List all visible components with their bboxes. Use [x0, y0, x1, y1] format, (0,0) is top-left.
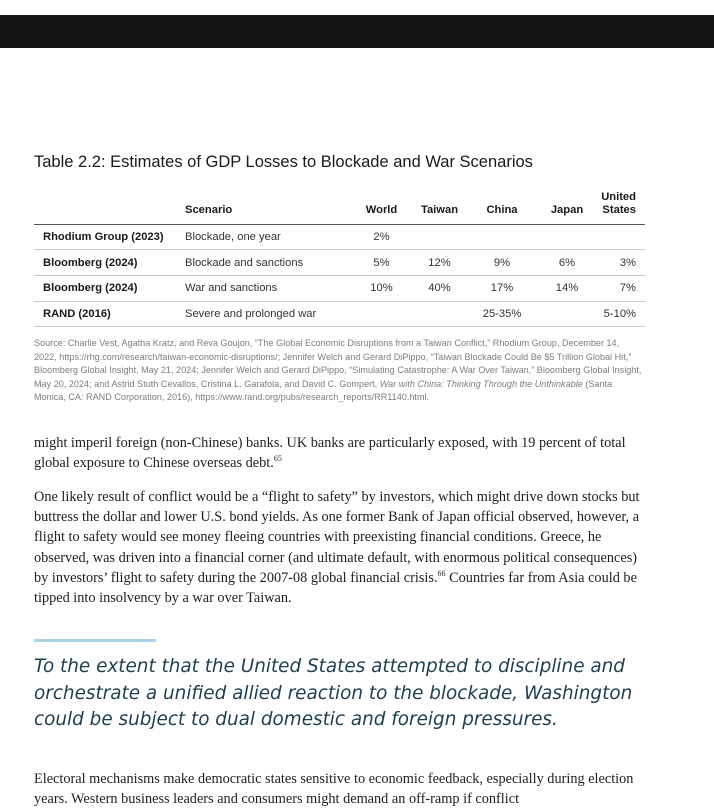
paragraph-text: One likely result of conflict would be a “flight to safety” by investors, which might drive down stocks but buttress the dollar and lower U.S. bond yields. As one former Bank of Japan official observed, however, a flight to safety would see money fleeing countries with preexisting financial conditions. Greece, he observed, was driven into a financial corner (and ultimate default, with enormous political consequences) by investors’ flight to safety during the 2007-08 global financial crisis.	[34, 489, 640, 586]
row-world	[349, 301, 414, 327]
row-world: 2%	[373, 230, 390, 243]
table-row	[34, 224, 645, 250]
header-world: World	[365, 204, 398, 216]
body-paragraph	[34, 769, 654, 809]
table-row	[34, 250, 645, 276]
row-source: RAND (2016)	[43, 307, 111, 320]
row-united-states: 3%	[619, 256, 636, 269]
row-source: Bloomberg (2024)	[43, 256, 138, 269]
row-japan	[539, 301, 595, 327]
gdp-loss-table	[34, 186, 645, 327]
table-header-row	[34, 186, 645, 224]
header-japan: Japan	[550, 204, 584, 216]
row-scenario: Blockade, one year	[185, 230, 281, 243]
header-scenario: Scenario	[185, 204, 233, 216]
row-taiwan: 40%	[428, 282, 451, 295]
row-scenario: Blockade and sanctions	[185, 256, 304, 269]
row-china	[465, 224, 539, 250]
source-note-text-end: (Santa Monica, CA: RAND Corporation, 2016), https://www.rand.org/pubs/research_reports/RR1140.html.	[34, 378, 613, 403]
row-china: 17%	[490, 282, 514, 295]
paragraph-text: might imperil foreign (non-Chinese) banks. UK banks are particularly exposed, with 19 percent of total global exposure to Chinese overseas debt.	[34, 435, 626, 472]
row-source: Bloomberg (2024)	[43, 282, 138, 295]
table-row	[34, 301, 645, 327]
header-china: China	[486, 204, 518, 216]
table-source-note	[34, 337, 644, 405]
row-united-states: 7%	[619, 282, 636, 295]
footnote-ref[interactable]: 66	[437, 569, 446, 579]
row-world: 10%	[370, 282, 393, 295]
row-taiwan	[414, 224, 465, 250]
pull-quote-accent-rule	[34, 639, 156, 642]
table-row	[34, 275, 645, 301]
row-china: 9%	[493, 256, 511, 269]
row-scenario: Severe and prolonged war	[185, 307, 317, 320]
row-united-states	[595, 224, 645, 250]
row-taiwan	[414, 301, 465, 327]
header-united-states: United States	[601, 190, 636, 216]
row-japan: 14%	[555, 282, 579, 295]
source-note-book-title: War with China: Thinking Through the Unthinkable	[379, 378, 583, 389]
body-paragraph	[34, 487, 654, 608]
source-note-text: Source: Charlie Vest, Agatha Kratz, and Reva Goujon, “The Global Economic Disruptions from a Taiwan Conflict,” Rhodium Group, December 14, 2022, https://rhg.com/research/taiwan-economic-disruptions/; Jennifer Welch and Gerard DiPippo, “Taiwan Blockade Could Be $5 Trillion Global Hit,” Bloomberg Global Insight, May 21, 2024; Jennifer Welch and Gerard DiPippo, “Simulating Catastrophe: A War Over Taiwan,” Bloomberg Global Insight, May 20, 2024; and Astrid Stuth Cevallos, Cristina L. Garafola, and David C. Gompert,	[34, 338, 642, 389]
table-title: Table 2.2: Estimates of GDP Losses to Blockade and War Scenarios	[34, 153, 533, 171]
header-taiwan: Taiwan	[420, 204, 459, 216]
pull-quote: To the extent that the United States attempted to discipline and orchestrate a unified allied reaction to the blockade, Washington could be subject to dual domestic and foreign pressures.	[34, 656, 633, 730]
footnote-ref[interactable]: 65	[273, 454, 282, 464]
paragraph-text-end: Countries far from Asia could be tipped into insolvency by a war over Taiwan.	[34, 569, 637, 607]
row-japan	[539, 224, 595, 250]
header-source	[34, 186, 181, 224]
row-taiwan: 12%	[428, 256, 451, 269]
paragraph-text: Electoral mechanisms make democratic states sensitive to economic feedback, especially during election years. Western business leaders and consumers might demand an off-ramp if conflict	[34, 771, 634, 808]
row-china: 25-35%	[482, 307, 522, 320]
row-japan: 6%	[558, 256, 576, 269]
body-paragraph	[34, 433, 654, 473]
top-dark-bar	[0, 15, 714, 48]
row-source: Rhodium Group (2023)	[43, 230, 164, 243]
row-united-states: 5-10%	[603, 307, 636, 320]
row-scenario: War and sanctions	[185, 282, 278, 295]
row-world: 5%	[373, 256, 390, 269]
